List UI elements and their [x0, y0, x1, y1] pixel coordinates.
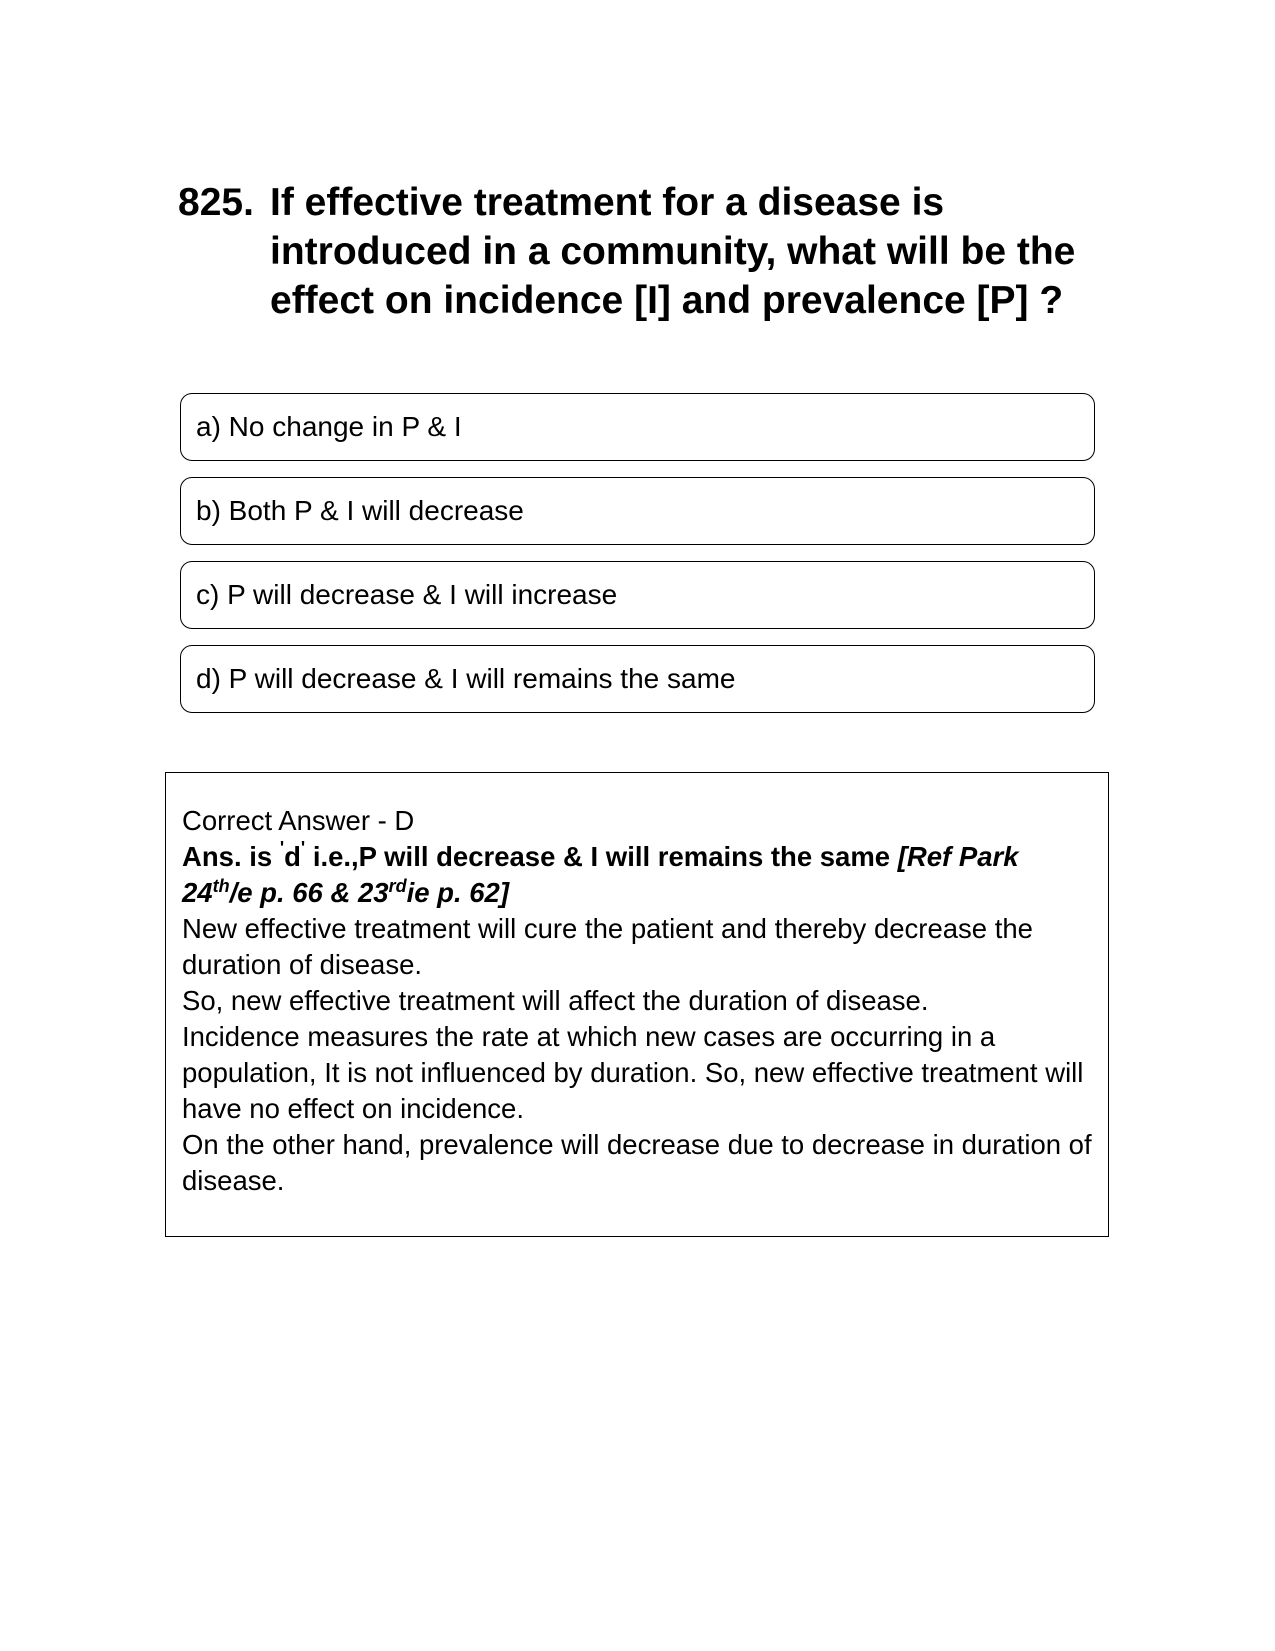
tick-mark-open: ' [279, 838, 285, 858]
explanation-paragraph-2: So, new effective treatment will affect the duration of disease. [182, 985, 929, 1016]
correct-answer-label: Correct Answer - D [182, 805, 415, 836]
option-b[interactable]: b) Both P & I will decrease [180, 477, 1095, 545]
answer-statement: i.e.,P will decrease & I will remains the same [305, 841, 898, 872]
answer-prefix: Ans. is [182, 841, 280, 872]
explanation-paragraph-3: Incidence measures the rate at which new cases are occurring in a population, It is not influenced by duration. So, new effective treatment will have no effect on incidence. [182, 1021, 1084, 1124]
option-a[interactable]: a) No change in P & I [180, 393, 1095, 461]
explanation-paragraph-1: New effective treatment will cure the patient and thereby decrease the duration of disease. [182, 913, 1033, 980]
options-list [180, 393, 1095, 729]
question-number: 825. [178, 181, 254, 224]
answer-explanation-box [165, 772, 1109, 1237]
ref-sup-2: rd [388, 875, 407, 896]
option-c[interactable]: c) P will decrease & I will increase [180, 561, 1095, 629]
question-text: If effective treatment for a disease is introduced in a community, what will be the effect on incidence [I] and prevalence [P] ? [270, 181, 1076, 322]
option-d[interactable]: d) P will decrease & I will remains the same [180, 645, 1095, 713]
explanation-paragraph-4: On the other hand, prevalence will decrease due to decrease in duration of disease. [182, 1129, 1092, 1196]
ref-sup-1: th [212, 875, 230, 896]
question [178, 178, 1098, 325]
tick-mark-close: ' [300, 838, 306, 858]
ref-part-1: [Ref Park 24 [182, 841, 1019, 908]
ref-part-2: /e p. 66 & 23 [229, 877, 389, 908]
answer-summary [182, 839, 1094, 911]
ref-part-3: ie p. 62] [406, 877, 509, 908]
answer-letter: d [284, 841, 301, 872]
